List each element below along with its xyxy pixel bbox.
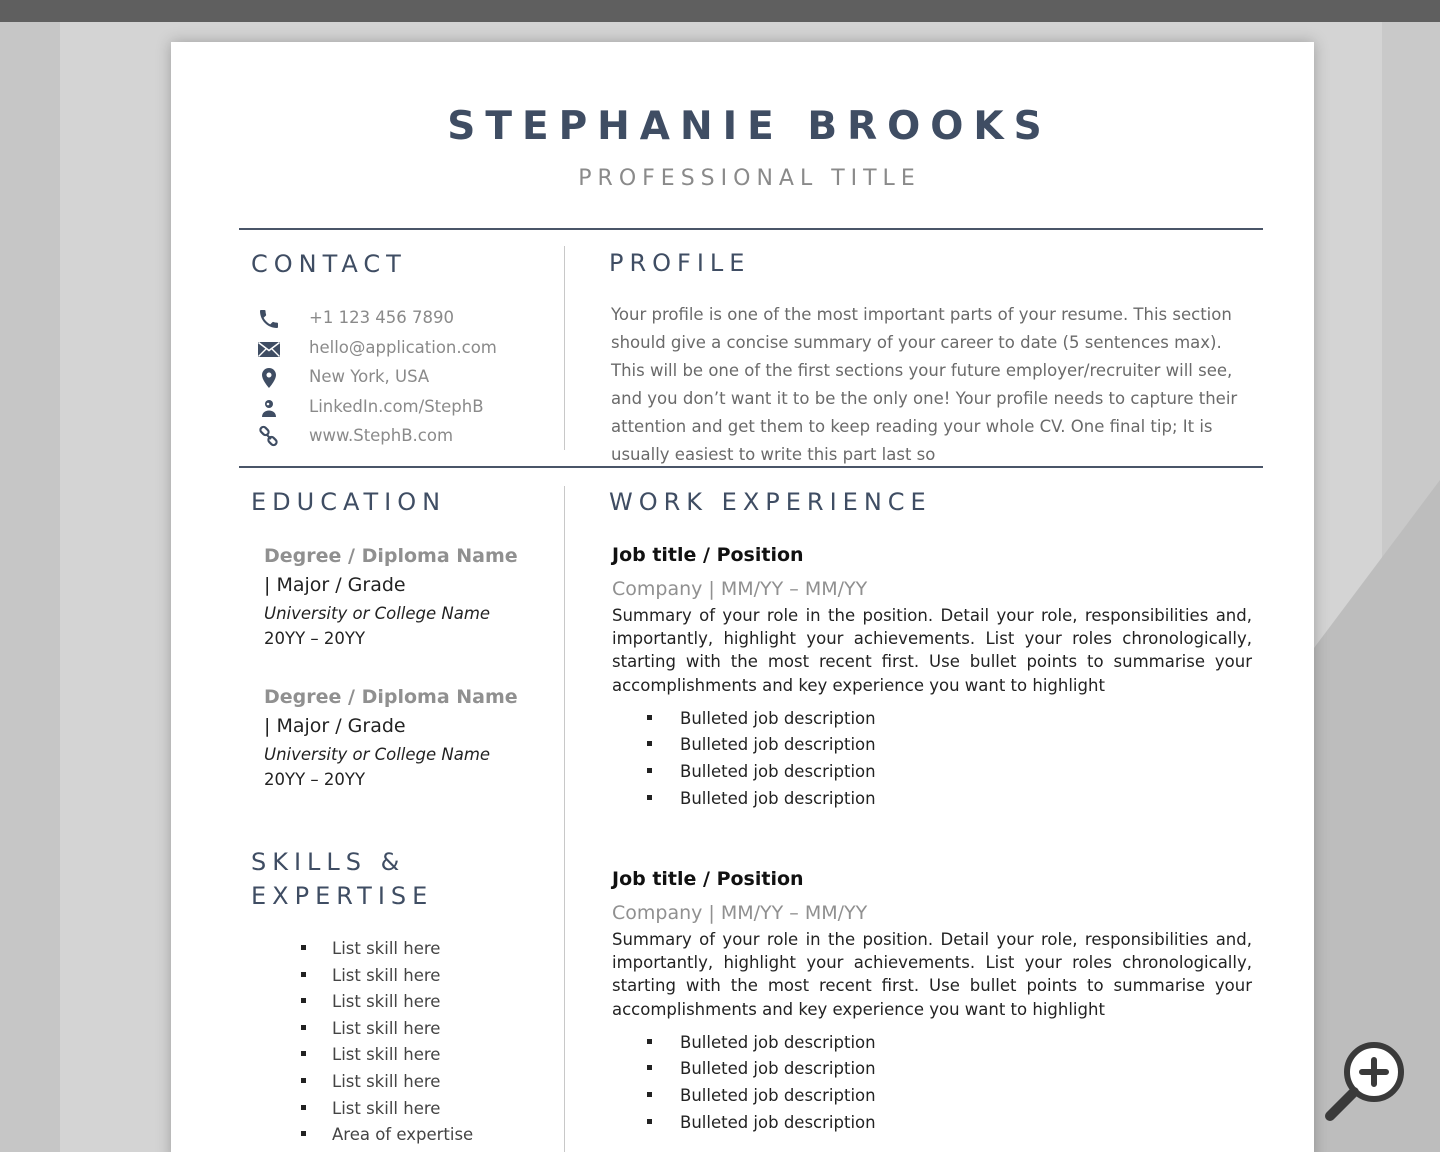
resume-name: STEPHANIE BROOKS: [447, 104, 1052, 149]
skills-heading-line1: SKILLS &: [251, 848, 406, 876]
job-title: Job title / Position: [612, 868, 804, 890]
job-bullet: Bulleted job description: [647, 708, 1252, 735]
skill-item: Area of expertise: [301, 1124, 473, 1151]
contact-phone-text[interactable]: +1 123 456 7890: [309, 308, 455, 327]
contact-location-text: New York, USA: [309, 367, 430, 386]
contact-website-text[interactable]: www.StephB.com: [309, 426, 454, 445]
skill-item: List skill here: [301, 1044, 473, 1071]
job-bullet: Bulleted job description: [647, 788, 1252, 815]
work-experience-heading: WORK EXPERIENCE: [609, 488, 932, 516]
job-bullet: Bulleted job description: [647, 1032, 1252, 1059]
education-years: 20YY – 20YY: [264, 770, 366, 789]
skill-item: List skill here: [301, 965, 473, 992]
skills-list: [301, 938, 473, 1151]
job-title: Job title / Position: [612, 544, 804, 566]
contact-heading: CONTACT: [251, 250, 407, 278]
top-bar: [0, 0, 1440, 22]
job-bullet: Bulleted job description: [647, 1058, 1252, 1085]
contact-email-text[interactable]: hello@application.com: [309, 338, 497, 357]
education-entry: [264, 686, 544, 789]
phone-icon: [257, 307, 285, 331]
education-degree: Degree / Diploma Name: [264, 545, 518, 567]
skill-item: List skill here: [301, 938, 473, 965]
education-heading: EDUCATION: [251, 488, 447, 516]
skill-item: List skill here: [301, 1098, 473, 1125]
education-university: University or College Name: [264, 604, 491, 623]
job-bullet: Bulleted job description: [647, 1112, 1252, 1139]
job-bullets: [647, 708, 1252, 814]
job-entry: [612, 868, 1252, 1138]
zoom-in-icon[interactable]: [1322, 1040, 1406, 1124]
resume-page: [171, 42, 1314, 1152]
divider-vertical-top: [564, 246, 565, 450]
skill-item: List skill here: [301, 1018, 473, 1045]
education-degree: Degree / Diploma Name: [264, 686, 518, 708]
professional-title: PROFESSIONAL TITLE: [578, 166, 921, 191]
education-major: | Major / Grade: [264, 715, 406, 737]
profile-text: Your profile is one of the most important parts of your resume. This section should give a concise summary of your career to date (5 sentences max). This will be one of the first sections your future employer/recruiter will see, and you don’t want it to be the only one! Your profile needs to capture their attention and get them to keep reading your whole CV. One final tip; It is usually easiest to write this part last so: [611, 305, 1238, 464]
link-icon: [257, 425, 285, 449]
divider-top: [239, 228, 1263, 230]
job-summary: Summary of your role in the position. Detail your role, responsibilities and, importantly, highlight your achievements. List your roles chronologically, starting with the most recent first. Use bullet points to summarise your accomplishments and key experience you want to highlight: [612, 930, 1252, 1019]
email-icon: [257, 337, 285, 361]
divider-vertical-bottom: [564, 486, 565, 1152]
job-bullet: Bulleted job description: [647, 1085, 1252, 1112]
contact-linkedin-text[interactable]: LinkedIn.com/StephB: [309, 397, 484, 416]
skills-heading-line2: EXPERTISE: [251, 882, 434, 910]
job-company: Company | MM/YY – MM/YY: [612, 578, 868, 600]
education-university: University or College Name: [264, 745, 491, 764]
skill-item: List skill here: [301, 1071, 473, 1098]
job-bullet: Bulleted job description: [647, 761, 1252, 788]
background-left: [0, 22, 60, 1152]
education-major: | Major / Grade: [264, 574, 406, 596]
divider-middle: [239, 466, 1263, 468]
skill-item: List skill here: [301, 991, 473, 1018]
job-bullets: [647, 1032, 1252, 1138]
education-years: 20YY – 20YY: [264, 629, 366, 648]
job-company: Company | MM/YY – MM/YY: [612, 902, 868, 924]
location-pin-icon: [257, 366, 285, 390]
job-entry: [612, 544, 1252, 814]
job-summary: Summary of your role in the position. Detail your role, responsibilities and, importantly, highlight your achievements. List your roles chronologically, starting with the most recent first. Use bullet points to summarise your accomplishments and key experience you want to highlight: [612, 606, 1252, 695]
profile-heading: PROFILE: [609, 249, 751, 277]
job-bullet: Bulleted job description: [647, 734, 1252, 761]
linkedin-user-icon: [257, 396, 285, 420]
education-entry: [264, 545, 544, 648]
